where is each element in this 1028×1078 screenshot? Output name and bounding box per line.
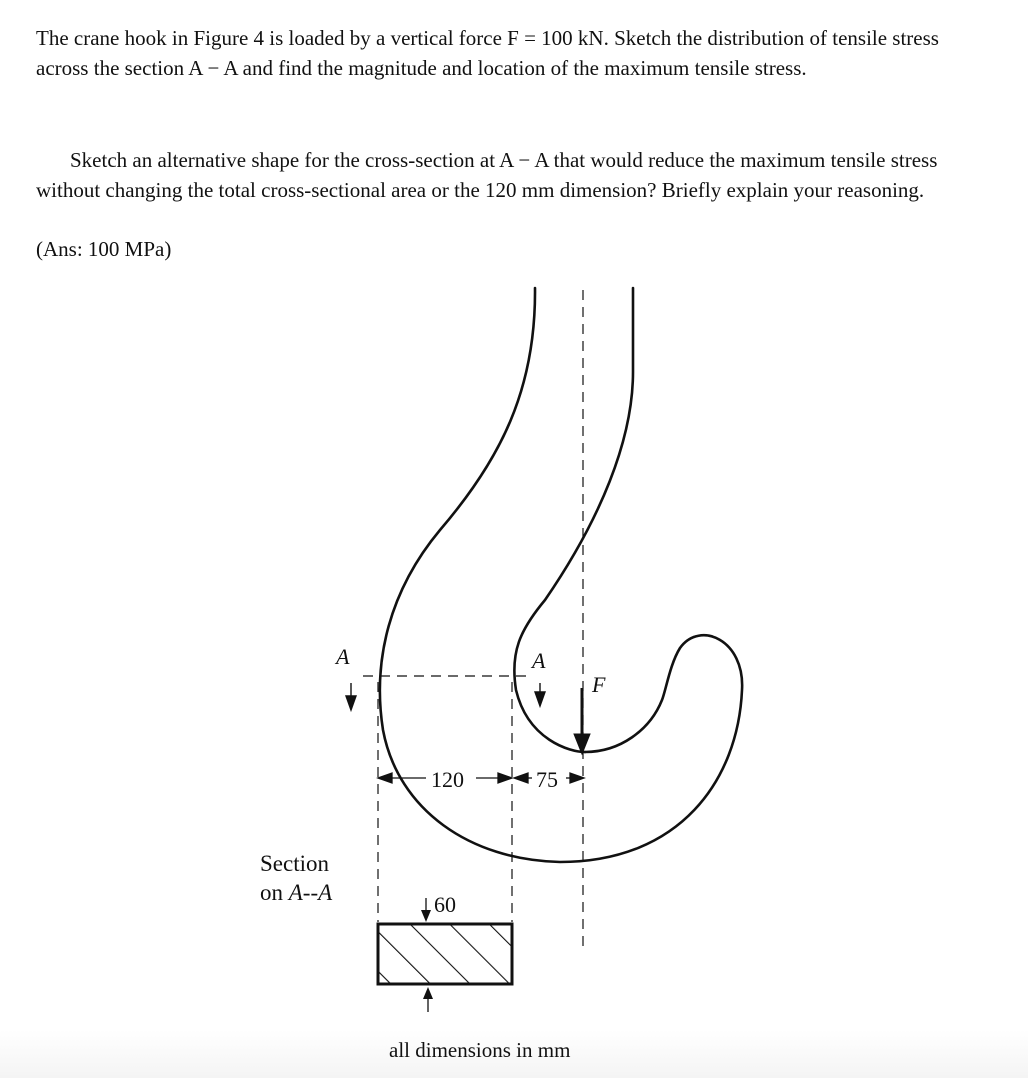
label-a-right: A [532,648,546,673]
section-label-name: A--A [288,880,333,905]
dashed-reference-lines [363,290,583,950]
force-arrow [574,688,590,754]
follow-up-question: Sketch an alternative shape for the cross-section at A − A that would reduce the maximum tensile stress without changing the total cross-sectional area or the 120 mm dimension? Briefly explain your reasoning. [36,148,938,202]
label-a-left: A [336,644,350,669]
answer: (Ans: 100 MPa) [36,237,172,261]
label-force: F [592,672,606,697]
section-label-line1: Section [260,851,329,876]
units-note: all dimensions in mm [389,1038,571,1062]
dimension-75: 75 [536,767,558,792]
section-label-prefix: on [260,880,289,905]
section-label-line2 [260,880,333,905]
dimension-60: 60 [434,892,456,917]
problem-statement: The crane hook in Figure 4 is loaded by a vertical force F = 100 kN. Sketch the distribution of tensile stress across the section A − A and find the magnitude and location of the maximum tensile stress. [36,26,939,80]
hook-inner-curve [514,288,633,752]
dimension-120: 120 [431,767,464,792]
